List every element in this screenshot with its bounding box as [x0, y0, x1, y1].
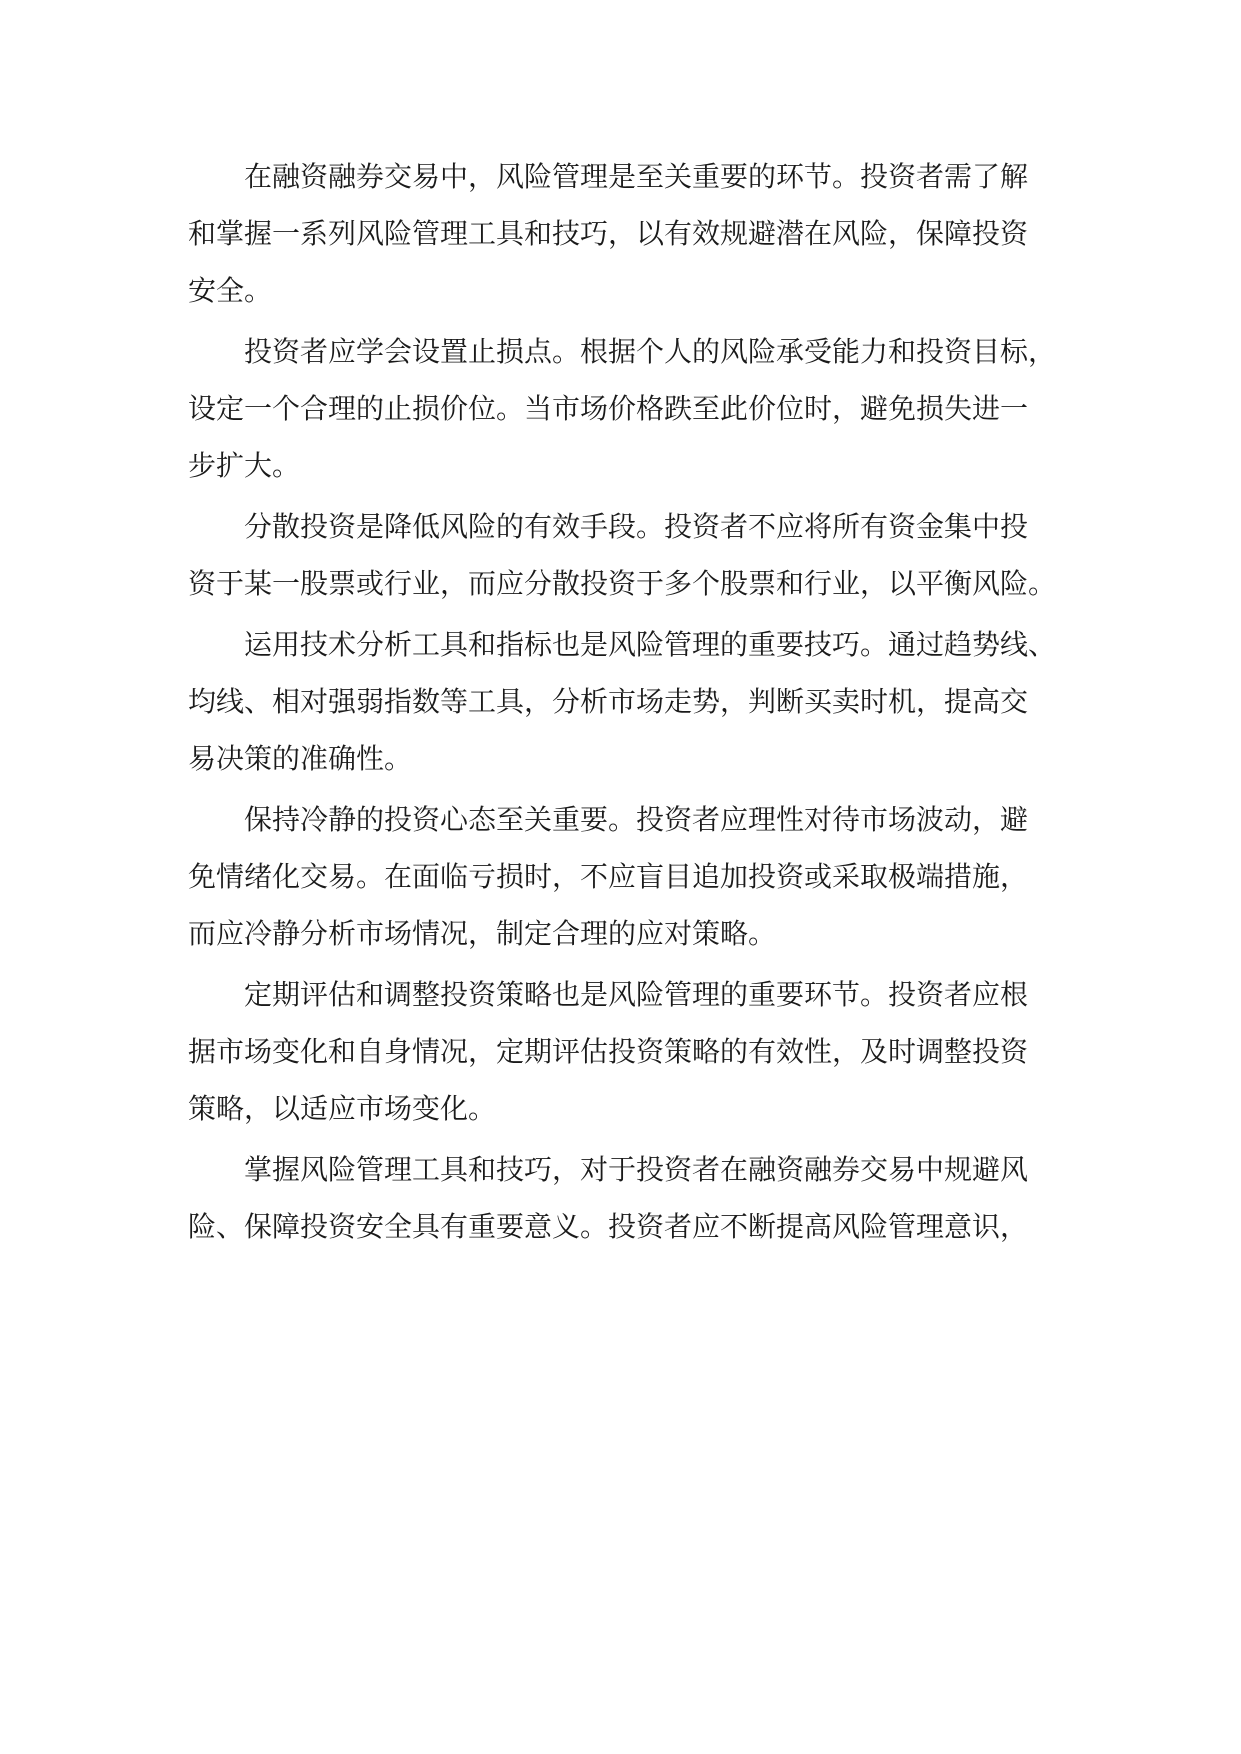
paragraph-line: 而应冷静分析市场情况，制定合理的应对策略。 [188, 917, 777, 950]
paragraph-line: 均线、相对强弱指数等工具，分析市场走势，判断买卖时机，提高交 [188, 685, 1029, 718]
paragraph-line: 定期评估和调整投资策略也是风险管理的重要环节。投资者应根 [244, 978, 1029, 1011]
paragraph-line: 策略，以适应市场变化。 [188, 1092, 497, 1125]
paragraph-2 [188, 323, 1057, 494]
paragraph-line: 据市场变化和自身情况，定期评估投资策略的有效性，及时调整投资 [188, 1035, 1029, 1068]
paragraph-5 [188, 791, 1050, 962]
paragraph-line: 安全。 [188, 274, 273, 307]
paragraph-line: 和掌握一系列风险管理工具和技巧，以有效规避潜在风险，保障投资 [188, 217, 1029, 250]
paragraph-line: 保持冷静的投资心态至关重要。投资者应理性对待市场波动，避 [244, 803, 1029, 836]
paragraph-line: 免情绪化交易。在面临亏损时，不应盲目追加投资或采取极端措施， [188, 860, 1029, 893]
paragraph-line: 运用技术分析工具和指标也是风险管理的重要技巧。通过趋势线、 [244, 628, 1057, 661]
paragraph-4 [188, 616, 1057, 787]
paragraph-7 [188, 1141, 1050, 1255]
paragraph-line: 在融资融券交易中，风险管理是至关重要的环节。投资者需了解 [244, 160, 1029, 193]
paragraph-3 [188, 498, 1057, 612]
paragraph-line: 掌握风险管理工具和技巧，对于投资者在融资融券交易中规避风 [244, 1153, 1029, 1186]
document-body [188, 148, 1057, 1255]
paragraph-line: 设定一个合理的止损价位。当市场价格跌至此价位时，避免损失进一 [188, 392, 1029, 425]
paragraph-line: 险、保障投资安全具有重要意义。投资者应不断提高风险管理意识， [188, 1210, 1029, 1243]
paragraph-line: 分散投资是降低风险的有效手段。投资者不应将所有资金集中投 [244, 510, 1029, 543]
paragraph-1 [188, 148, 1050, 319]
paragraph-line: 资于某一股票或行业，而应分散投资于多个股票和行业，以平衡风险。 [188, 567, 1057, 600]
paragraph-line: 易决策的准确性。 [188, 742, 413, 775]
paragraph-line: 投资者应学会设置止损点。根据个人的风险承受能力和投资目标， [244, 335, 1057, 368]
paragraph-6 [188, 966, 1050, 1137]
paragraph-line: 步扩大。 [188, 449, 301, 482]
